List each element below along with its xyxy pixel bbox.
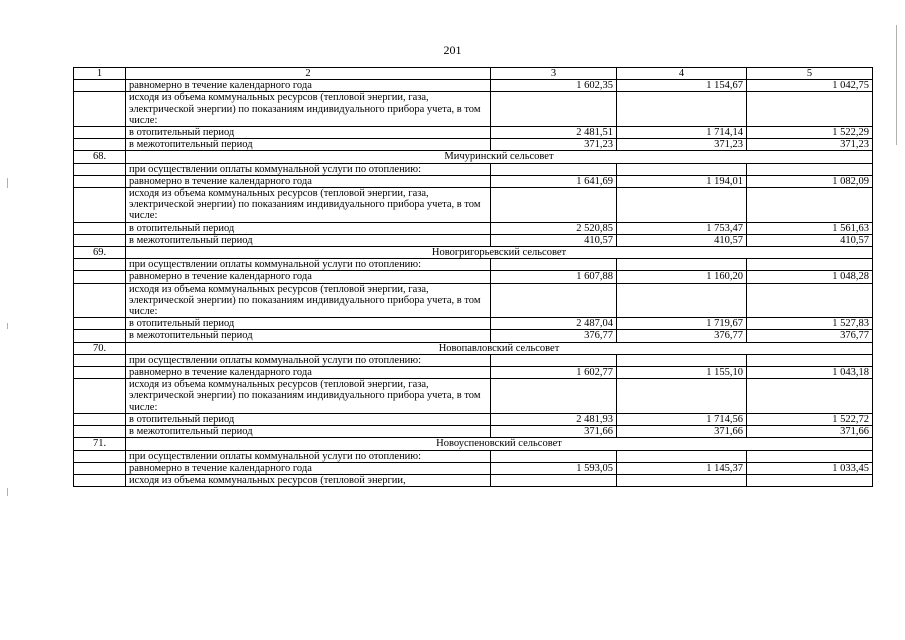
value-col-4: 1 145,37 (617, 462, 747, 474)
value-col-4 (617, 283, 747, 318)
table-row (74, 367, 873, 379)
row-number-cell (74, 474, 126, 486)
row-number-cell (74, 92, 126, 127)
row-number-cell (74, 271, 126, 283)
row-description: исходя из объема коммунальных ресурсов (тепловой энергии, (126, 474, 491, 486)
row-description: в межотопительный период (126, 426, 491, 438)
value-col-4: 1 719,67 (617, 318, 747, 330)
value-col-5 (747, 283, 873, 318)
column-header: 2 (126, 68, 491, 80)
value-col-3: 2 481,93 (491, 413, 617, 425)
row-number-cell (74, 175, 126, 187)
row-number-cell (74, 330, 126, 342)
row-description: равномерно в течение календарного года (126, 80, 491, 92)
value-col-3 (491, 474, 617, 486)
value-col-3: 1 602,77 (491, 367, 617, 379)
value-col-5: 410,57 (747, 234, 873, 246)
row-number-cell (74, 462, 126, 474)
column-header: 4 (617, 68, 747, 80)
table-row (74, 222, 873, 234)
row-description: в отопительный период (126, 318, 491, 330)
row-number-cell (74, 379, 126, 414)
value-col-4: 1 194,01 (617, 175, 747, 187)
scan-edge-mark (7, 178, 8, 188)
row-description: исходя из объема коммунальных ресурсов (тепловой энергии, газа, электрической энергии) по показаниям индивидуального прибора учета, в том числе: (126, 188, 491, 223)
table-row (74, 283, 873, 318)
column-header: 3 (491, 68, 617, 80)
row-number-cell (74, 318, 126, 330)
table-row (74, 318, 873, 330)
value-col-3: 410,57 (491, 234, 617, 246)
value-col-3 (491, 92, 617, 127)
table-row (74, 413, 873, 425)
table-row (74, 234, 873, 246)
row-number-cell (74, 450, 126, 462)
row-number-cell (74, 283, 126, 318)
value-col-4: 1 155,10 (617, 367, 747, 379)
scan-edge-mark (7, 488, 8, 496)
value-col-3: 1 593,05 (491, 462, 617, 474)
value-col-4 (617, 163, 747, 175)
table-row (74, 175, 873, 187)
scan-edge-mark (7, 323, 8, 329)
table-header-row (74, 68, 873, 80)
section-row (74, 342, 873, 354)
row-description: при осуществлении оплаты коммунальной услуги по отоплению: (126, 163, 491, 175)
row-number-cell (74, 234, 126, 246)
row-number-cell (74, 259, 126, 271)
value-col-5: 1 561,63 (747, 222, 873, 234)
row-description: при осуществлении оплаты коммунальной услуги по отоплению: (126, 354, 491, 366)
row-description: в отопительный период (126, 413, 491, 425)
value-col-4: 1 753,47 (617, 222, 747, 234)
row-description: равномерно в течение календарного года (126, 367, 491, 379)
table-row (74, 259, 873, 271)
row-number-cell (74, 80, 126, 92)
value-col-4: 376,77 (617, 330, 747, 342)
section-row (74, 151, 873, 163)
value-col-5: 1 048,28 (747, 271, 873, 283)
value-col-3 (491, 163, 617, 175)
column-header: 5 (747, 68, 873, 80)
value-col-3 (491, 450, 617, 462)
row-description: в отопительный период (126, 222, 491, 234)
value-col-4 (617, 450, 747, 462)
value-col-4 (617, 354, 747, 366)
value-col-3: 2 481,51 (491, 127, 617, 139)
section-title: Мичуринский сельсовет (126, 151, 873, 163)
section-row (74, 438, 873, 450)
row-number-cell (74, 222, 126, 234)
row-description: равномерно в течение календарного года (126, 271, 491, 283)
value-col-5 (747, 163, 873, 175)
value-col-3: 2 487,04 (491, 318, 617, 330)
value-col-3 (491, 188, 617, 223)
value-col-4: 410,57 (617, 234, 747, 246)
table-row (74, 92, 873, 127)
value-col-3 (491, 259, 617, 271)
value-col-4 (617, 92, 747, 127)
value-col-3: 371,23 (491, 139, 617, 151)
value-col-4 (617, 379, 747, 414)
row-number-cell (74, 354, 126, 366)
value-col-4: 1 714,56 (617, 413, 747, 425)
row-description: исходя из объема коммунальных ресурсов (тепловой энергии, газа, электрической энергии) по показаниям индивидуального прибора учета, в том числе: (126, 379, 491, 414)
value-col-4 (617, 474, 747, 486)
value-col-4: 371,66 (617, 426, 747, 438)
value-col-3 (491, 283, 617, 318)
row-number-cell (74, 426, 126, 438)
value-col-5: 1 082,09 (747, 175, 873, 187)
row-number-cell (74, 163, 126, 175)
row-description: равномерно в течение календарного года (126, 462, 491, 474)
value-col-3 (491, 354, 617, 366)
section-number: 71. (74, 438, 126, 450)
row-description: в отопительный период (126, 127, 491, 139)
column-header: 1 (74, 68, 126, 80)
row-description: при осуществлении оплаты коммунальной услуги по отоплению: (126, 259, 491, 271)
row-description: исходя из объема коммунальных ресурсов (тепловой энергии, газа, электрической энергии) по показаниям индивидуального прибора учета, в том числе: (126, 92, 491, 127)
section-number: 69. (74, 247, 126, 259)
value-col-3 (491, 379, 617, 414)
page-number: 201 (443, 43, 462, 57)
table-row (74, 450, 873, 462)
value-col-3: 1 641,69 (491, 175, 617, 187)
section-title: Новогригорьевский сельсовет (126, 247, 873, 259)
table-row (74, 80, 873, 92)
value-col-5: 1 527,83 (747, 318, 873, 330)
tariff-table (73, 67, 873, 487)
value-col-4: 1 714,14 (617, 127, 747, 139)
value-col-5: 1 522,72 (747, 413, 873, 425)
table-row (74, 163, 873, 175)
table-row (74, 462, 873, 474)
table-row (74, 127, 873, 139)
table-row (74, 330, 873, 342)
value-col-5 (747, 474, 873, 486)
table-row (74, 379, 873, 414)
row-number-cell (74, 188, 126, 223)
row-description: в межотопительный период (126, 234, 491, 246)
value-col-5 (747, 188, 873, 223)
value-col-5 (747, 379, 873, 414)
value-col-5: 1 522,29 (747, 127, 873, 139)
value-col-3: 1 602,35 (491, 80, 617, 92)
value-col-4: 1 154,67 (617, 80, 747, 92)
row-number-cell (74, 413, 126, 425)
section-number: 70. (74, 342, 126, 354)
row-description: равномерно в течение календарного года (126, 175, 491, 187)
section-title: Новоуспеновский сельсовет (126, 438, 873, 450)
row-number-cell (74, 127, 126, 139)
table-row (74, 139, 873, 151)
row-number-cell (74, 367, 126, 379)
value-col-5 (747, 450, 873, 462)
scan-edge-mark (896, 25, 897, 145)
value-col-5: 1 043,18 (747, 367, 873, 379)
row-description: при осуществлении оплаты коммунальной услуги по отоплению: (126, 450, 491, 462)
value-col-3: 1 607,88 (491, 271, 617, 283)
section-number: 68. (74, 151, 126, 163)
value-col-5: 1 042,75 (747, 80, 873, 92)
value-col-4: 371,23 (617, 139, 747, 151)
section-title: Новопавловский сельсовет (126, 342, 873, 354)
value-col-5 (747, 92, 873, 127)
value-col-4 (617, 188, 747, 223)
value-col-3: 371,66 (491, 426, 617, 438)
value-col-5: 376,77 (747, 330, 873, 342)
row-number-cell (74, 139, 126, 151)
table-row (74, 426, 873, 438)
value-col-5: 371,23 (747, 139, 873, 151)
value-col-5: 1 033,45 (747, 462, 873, 474)
table-row (74, 474, 873, 486)
table-row (74, 271, 873, 283)
row-description: исходя из объема коммунальных ресурсов (тепловой энергии, газа, электрической энергии) по показаниям индивидуального прибора учета, в том числе: (126, 283, 491, 318)
value-col-5 (747, 354, 873, 366)
value-col-5: 371,66 (747, 426, 873, 438)
value-col-4 (617, 259, 747, 271)
value-col-3: 2 520,85 (491, 222, 617, 234)
row-description: в межотопительный период (126, 139, 491, 151)
value-col-5 (747, 259, 873, 271)
value-col-4: 1 160,20 (617, 271, 747, 283)
section-row (74, 247, 873, 259)
table-row (74, 354, 873, 366)
value-col-3: 376,77 (491, 330, 617, 342)
row-description: в межотопительный период (126, 330, 491, 342)
table-row (74, 188, 873, 223)
